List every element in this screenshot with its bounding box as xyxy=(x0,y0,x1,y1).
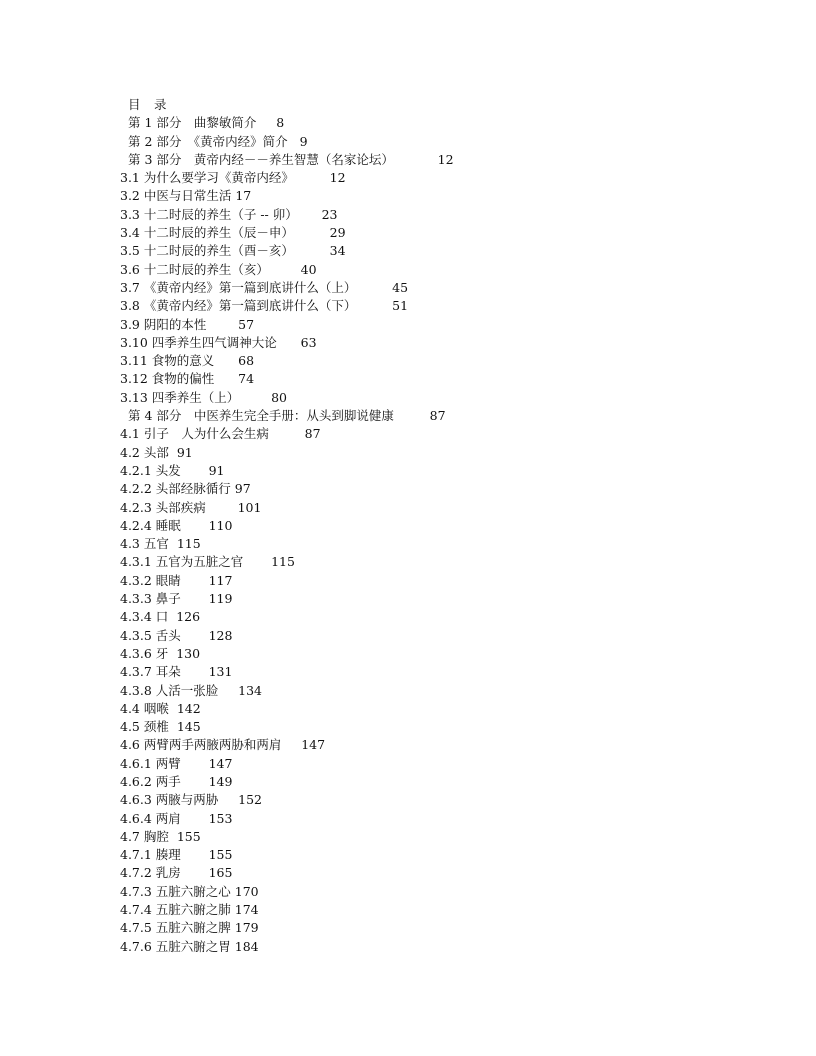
toc-page-number: 29 xyxy=(329,225,346,241)
toc-page-number: 9 xyxy=(299,133,308,149)
toc-section-entry[interactable] xyxy=(120,279,454,297)
toc-section-entry[interactable] xyxy=(120,242,454,260)
toc-entry-title: 3.3 十二时辰的养生（子 -- 卯） xyxy=(120,206,298,222)
toc-page-number: 153 xyxy=(208,810,233,826)
toc-section-entry[interactable] xyxy=(120,462,454,480)
toc-entry-title: 3.11 食物的意义 xyxy=(120,353,215,369)
toc-page-number: 152 xyxy=(238,792,263,808)
toc-section-entry[interactable] xyxy=(120,901,454,919)
toc-page-number: 115 xyxy=(271,554,295,570)
toc-section-entry[interactable] xyxy=(120,444,454,462)
toc-entry-title: 4.6.2 两手 xyxy=(120,773,181,789)
toc-entry-title: 4.2.4 睡眠 xyxy=(120,517,181,533)
toc-section-entry[interactable] xyxy=(120,517,454,535)
toc-page-number: 131 xyxy=(208,664,233,680)
toc-page-number: 87 xyxy=(304,426,321,442)
toc-page-number: 87 xyxy=(429,408,446,424)
toc-page-number: 63 xyxy=(300,334,317,350)
toc-page-number: 74 xyxy=(238,371,255,387)
toc-page-number: 51 xyxy=(392,298,409,314)
toc-entry-title: 4.7.4 五脏六腑之肺 xyxy=(120,902,231,918)
toc-entry-title: 第 2 部分 《黄帝内经》简介 xyxy=(128,133,288,149)
toc-section-entry[interactable] xyxy=(120,334,454,352)
toc-entry-title: 4.7.2 乳房 xyxy=(120,865,181,881)
toc-page-number: 174 xyxy=(234,902,259,918)
toc-page-number: 117 xyxy=(208,572,233,588)
toc-section-entry[interactable] xyxy=(120,627,454,645)
toc-entry-title: 3.10 四季养生四气调神大论 xyxy=(120,334,277,350)
toc-section-entry[interactable] xyxy=(120,608,454,626)
toc-entry-title: 4.7.5 五脏六腑之脾 xyxy=(120,920,231,936)
toc-section-entry[interactable] xyxy=(120,352,454,370)
toc-entry-title: 4.2.1 头发 xyxy=(120,462,181,478)
toc-entry-title: 第 1 部分 曲黎敏简介 xyxy=(128,115,257,131)
toc-page-number: 165 xyxy=(208,865,233,881)
toc-page-number: 12 xyxy=(329,170,346,186)
toc-entry-title: 4.2 头部 xyxy=(120,444,169,460)
toc-list xyxy=(120,96,454,956)
toc-section-entry[interactable] xyxy=(120,206,454,224)
toc-section-entry[interactable] xyxy=(120,718,454,736)
toc-entry-title: 4.3.4 口 xyxy=(120,609,169,625)
toc-page-number: 134 xyxy=(238,682,263,698)
toc-entry-title: 3.7 《黄帝内经》第一篇到底讲什么（上） xyxy=(120,279,357,295)
toc-entry-title: 第 4 部分 中医养生完全手册：从头到脚说健康 xyxy=(128,408,394,424)
toc-page-number: 57 xyxy=(238,316,255,332)
toc-entry-title: 4.7 胸腔 xyxy=(120,828,169,844)
toc-page-number: 142 xyxy=(176,700,201,716)
toc-section-entry[interactable] xyxy=(120,883,454,901)
toc-page-number: 170 xyxy=(234,883,259,899)
toc-page-number: 101 xyxy=(237,499,262,515)
toc-page-number: 145 xyxy=(176,719,201,735)
toc-part-entry[interactable] xyxy=(120,151,454,169)
toc-section-entry[interactable] xyxy=(120,810,454,828)
toc-page-number: 97 xyxy=(234,481,251,497)
toc-page-number: 40 xyxy=(300,261,317,277)
toc-section-entry[interactable] xyxy=(120,261,454,279)
toc-section-entry[interactable] xyxy=(120,663,454,681)
toc-entry-title: 3.2 中医与日常生活 xyxy=(120,188,232,204)
toc-section-entry[interactable] xyxy=(120,535,454,553)
toc-entry-title: 4.3.1 五官为五脏之官 xyxy=(120,554,244,570)
toc-entry-title: 4.3.5 舌头 xyxy=(120,627,181,643)
toc-entry-title: 3.6 十二时辰的养生（亥） xyxy=(120,261,269,277)
toc-section-entry[interactable] xyxy=(120,791,454,809)
toc-section-entry[interactable] xyxy=(120,499,454,517)
toc-entry-title: 4.6 两臂两手两腋两胁和两肩 xyxy=(120,737,282,753)
toc-entry-title: 4.7.3 五脏六腑之心 xyxy=(120,883,231,899)
toc-page-number: 91 xyxy=(208,462,225,478)
toc-section-entry[interactable] xyxy=(120,553,454,571)
toc-section-entry[interactable] xyxy=(120,572,454,590)
toc-section-entry[interactable] xyxy=(120,370,454,388)
toc-entry-title: 4.3.3 鼻子 xyxy=(120,591,181,607)
toc-entry-title: 4.5 颈椎 xyxy=(120,719,169,735)
toc-page-number: 45 xyxy=(392,279,409,295)
toc-title: 目 录 xyxy=(128,97,168,112)
toc-section-entry[interactable] xyxy=(120,864,454,882)
toc-page-number: 126 xyxy=(176,609,201,625)
toc-part-entry[interactable] xyxy=(120,133,454,151)
toc-part-entry[interactable] xyxy=(120,407,454,425)
toc-page-number: 149 xyxy=(208,773,233,789)
toc-page-number: 80 xyxy=(271,389,288,405)
toc-section-entry[interactable] xyxy=(120,297,454,315)
toc-section-entry[interactable] xyxy=(120,682,454,700)
toc-page-number: 17 xyxy=(235,188,252,204)
toc-entry-title: 4.1 引子 人为什么会生病 xyxy=(120,426,269,442)
toc-page-number: 155 xyxy=(176,828,201,844)
toc-entry-title: 4.7.1 腠理 xyxy=(120,847,181,863)
toc-entry-title: 3.8 《黄帝内经》第一篇到底讲什么（下） xyxy=(120,298,357,314)
toc-page-number: 110 xyxy=(208,517,233,533)
toc-part-entry[interactable] xyxy=(120,114,454,132)
toc-section-entry[interactable] xyxy=(120,919,454,937)
toc-entry-title: 3.4 十二时辰的养生（辰－申） xyxy=(120,225,294,241)
toc-page-number: 130 xyxy=(176,645,201,661)
toc-page-number: 115 xyxy=(176,536,201,552)
toc-section-entry[interactable] xyxy=(120,828,454,846)
toc-entry-title: 3.12 食物的偏性 xyxy=(120,371,215,387)
toc-entry-title: 4.2.3 头部疾病 xyxy=(120,499,206,515)
toc-section-entry[interactable] xyxy=(120,590,454,608)
toc-page-number: 68 xyxy=(238,353,255,369)
toc-entry-title: 3.5 十二时辰的养生（酉－亥） xyxy=(120,243,294,259)
toc-section-entry[interactable] xyxy=(120,736,454,754)
toc-entry-title: 4.3.6 牙 xyxy=(120,645,169,661)
toc-page-number: 184 xyxy=(234,938,259,954)
toc-entry-title: 4.2.2 头部经脉循行 xyxy=(120,481,231,497)
toc-entry-title: 3.9 阴阳的本性 xyxy=(120,316,207,332)
toc-entry-title: 第 3 部分 黄帝内经－－养生智慧（名家论坛） xyxy=(128,151,394,167)
toc-entry-title: 3.13 四季养生（上） xyxy=(120,389,240,405)
toc-page-number: 155 xyxy=(208,847,233,863)
toc-entry-title: 4.3 五官 xyxy=(120,536,169,552)
toc-page-number: 34 xyxy=(329,243,346,259)
toc-section-entry[interactable] xyxy=(120,645,454,663)
toc-entry-title: 4.3.8 人活一张脸 xyxy=(120,682,219,698)
toc-entry-title: 4.4 咽喉 xyxy=(120,700,169,716)
toc-entry-title: 4.3.7 耳朵 xyxy=(120,664,181,680)
toc-section-entry[interactable] xyxy=(120,224,454,242)
toc-page-number: 147 xyxy=(301,737,326,753)
toc-entry-title: 4.3.2 眼睛 xyxy=(120,572,181,588)
toc-entry-title: 4.6.1 两臂 xyxy=(120,755,181,771)
toc-page-number: 23 xyxy=(321,206,338,222)
toc-section-entry[interactable] xyxy=(120,389,454,407)
toc-page-number: 12 xyxy=(437,151,454,167)
toc-section-entry[interactable] xyxy=(120,425,454,443)
toc-page-number: 8 xyxy=(276,115,285,131)
toc-entry-title: 4.6.3 两腋与两胁 xyxy=(120,792,219,808)
toc-entry-title: 3.1 为什么要学习《黄帝内经》 xyxy=(120,170,294,186)
toc-section-entry[interactable] xyxy=(120,480,454,498)
toc-section-entry[interactable] xyxy=(120,700,454,718)
toc-section-entry[interactable] xyxy=(120,755,454,773)
toc-page-number: 119 xyxy=(208,591,233,607)
toc-section-entry[interactable] xyxy=(120,773,454,791)
toc-page-number: 179 xyxy=(234,920,259,936)
toc-section-entry[interactable] xyxy=(120,846,454,864)
toc-section-entry[interactable] xyxy=(120,187,454,205)
toc-entry-title: 4.6.4 两肩 xyxy=(120,810,181,826)
toc-page-number: 128 xyxy=(208,627,233,643)
toc-page-number: 147 xyxy=(208,755,233,771)
toc-section-entry[interactable] xyxy=(120,169,454,187)
toc-page-number: 91 xyxy=(176,444,193,460)
toc-section-entry[interactable] xyxy=(120,938,454,956)
toc-entry-title: 4.7.6 五脏六腑之胃 xyxy=(120,938,231,954)
toc-section-entry[interactable] xyxy=(120,316,454,334)
